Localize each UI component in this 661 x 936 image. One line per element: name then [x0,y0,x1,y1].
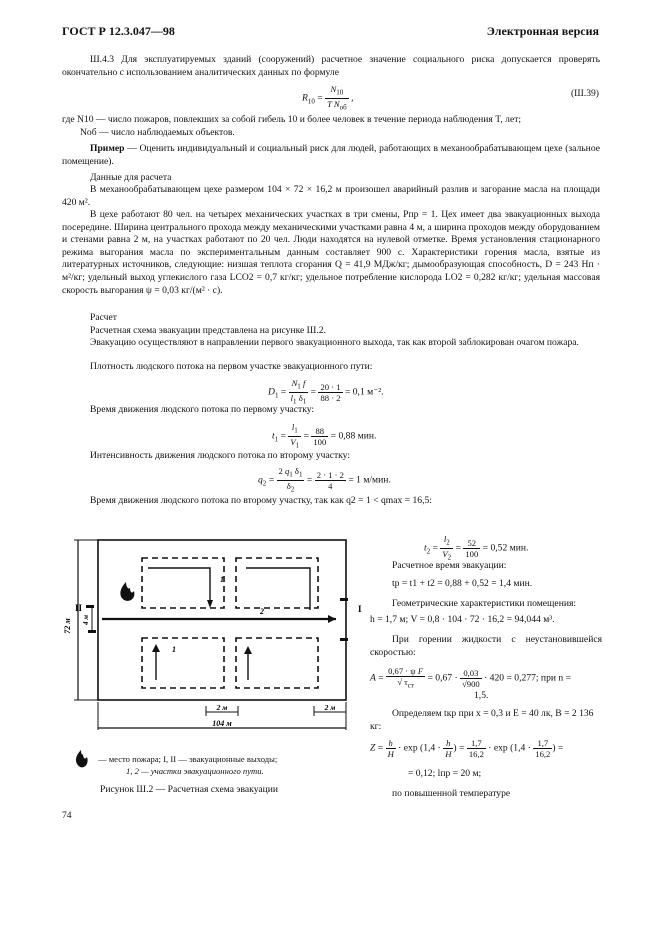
calc-density: Плотность людского потока на первом участке эвакуационного пути: [90,361,373,372]
formula-d1: $D_1$ = $\frac{N_1 f}{l_1 \delta_1}$ = $\frac{20 \cdot 1}{88 \cdot 2}$ = 0,1 м⁻². [268,378,384,406]
liquid-burning-text: При горении жидкости с неустановившейся скоростью: [370,634,602,658]
dim-width-label: 104 м [212,719,232,728]
temperature-label: по повышенной температуре [392,788,511,799]
calc-scheme: Расчетная схема эвакуации представлена на рисунке Ш.2. [90,325,326,336]
section-top-right [236,558,318,608]
evac-time-formula: tр = t1 + t2 = 0,88 + 0,52 = 1,4 мин. [392,578,533,589]
path-segment-1a [148,568,210,604]
example-text: — Оценить индивидуальный и социальный риск для людей, работающих в механообрабатывающем цехе (зальное помещение). [62,143,600,167]
formula-t2: $t_2$ = $\frac{l_2}{V_2}$ = $\frac{52}{100}$ = 0,52 мин. [424,534,529,562]
fire-icon [120,582,134,601]
document-code: ГОСТ Р 12.3.047—98 [62,24,175,38]
z-result: = 0,12; lпр = 20 м; [408,768,482,779]
calc-direction: Эвакуацию осуществляют в направлении первого эвакуационного выхода, так как второй заблокирован очагом пожара. [90,337,579,348]
geometry-label: Геометрические характеристики помещения: [392,598,577,609]
edition-label: Электронная версия [486,24,599,38]
formula-a: A = $\frac{\text{0,67 · ψ F}}{√ \tau_{ст}}$ = 0,67 · $\frac{0,03}{√900}$ · 420 = 0,277; при n = [370,666,572,690]
geometry-formula: h = 1,7 м; V = 0,8 · 104 · 72 · 16,2 = 94,044 м³. [370,614,555,625]
exit-i-label: I [358,604,362,614]
dim-height-label: 72 м [63,618,72,634]
legend-line-1: — место пожара; I, II — эвакуационные выходы; [98,754,278,764]
formula-z: Z = $\frac{h}{H}$ · exp (1,4 · $\frac{h}{H}$ ) = $\frac{1,7}{16,2}$ · exp (1,4 · $\frac{1,7}{16,2}$ ) = [370,738,564,759]
definition-n10: где N10 — число пожаров, повлекших за собой гибель 10 и более человек в течение периода наблюдения T, лет; [62,114,522,125]
exit-ii-label: II [74,603,82,613]
calc-time1: Время движения людского потока по первому участку: [90,404,315,415]
evac-time-label: Расчетное время эвакуации: [392,560,507,571]
dim-right-label: 2 м [324,703,336,712]
figure-caption: Рисунок Ш.2 — Расчетная схема эвакуации [100,784,279,795]
calc-intensity: Интенсивность движения людского потока по второму участку: [90,450,351,461]
dim-left-label: 2 м [216,703,228,712]
path-label-1b: 1 [172,645,176,654]
calc-title: Расчет [90,312,117,323]
n-value: 1,5. [474,690,489,701]
formula-t1: $t_1$ = $\frac{l_1}{V_1}$ = $\frac{88}{100}$ = 0,88 мин. [272,422,377,450]
legend-fire-icon [72,748,90,770]
example-label: Пример [90,143,125,154]
path-label-1a: 1 [220,575,224,584]
data-workshop: В механообрабатывающем цехе размером 104 × 72 × 16,2 м произошел аварийный разлив и загорание масла на площади 420 м². [62,184,600,208]
page-number: 74 [62,810,72,821]
evacuation-scheme-figure [60,530,372,750]
legend-line-2: 1, 2 — участки эвакуационного пути. [126,766,264,776]
paragraph-sh-4-3: Ш.4.3 Для эксплуатируемых зданий (сооружений) расчетное значение социального риска допускается проверять окончательно с использованием аналитических данных по формуле [62,54,600,78]
calc-time2: Время движения людского потока по второму участку, так как q2 = 1 < qmax = 16,5: [90,495,432,506]
formula-r10: $R_{10}$ = $\frac{N_{10}}{T N_{об}}$ , [302,84,354,112]
data-title: Данные для расчета [90,172,172,183]
example-paragraph [62,143,600,168]
formula-q2: $q_2$ = $\frac{2 q_1 \delta_1}{\delta_2}$ = $\frac{2 \cdot 1 \cdot 2}{4}$ = 1 м/мин. [258,466,391,494]
dim-center-label: 4 м [82,614,90,626]
section-bottom-left [142,638,224,688]
data-details: В цехе работают 80 чел. на четырех механических участках в три смены, Pпр = 1. Цех имеет два эвакуационных выхода посередине. Ширина центрального прохода между механическими участками равна 4 м, а ширина проходов между оборудованием и стенами равна 2 м, на участках работают по 20 чел. Люди находятся на нулевой отметке. Время установления стационарного режима выгорания масла по экспериментальным данным составляет 900 с. Характеристики горения масла, взятые из литературных источников, следующие: низшая теплота сгорания Q = 41,9 МДж/кг; дымообразующая способность, D = 243 Нп · м²/кг; удельный выход углекислого газа LCO2 = 0,7 кг/кг; удельное потребление кислорода LO2 = 0,282 кг/кг; удельная массовая скорость выгорания ψ = 0,03 кг/(м² · с). [62,209,600,296]
formula-number: (Ш.39) [570,88,599,99]
path-label-2: 2 [260,607,264,616]
tkr-determination: Определяем tкр при x = 0,3 и E = 40 лк, B = 2 136 кг: [370,708,594,732]
definition-nob: Nоб — число наблюдаемых объектов. [80,127,235,138]
